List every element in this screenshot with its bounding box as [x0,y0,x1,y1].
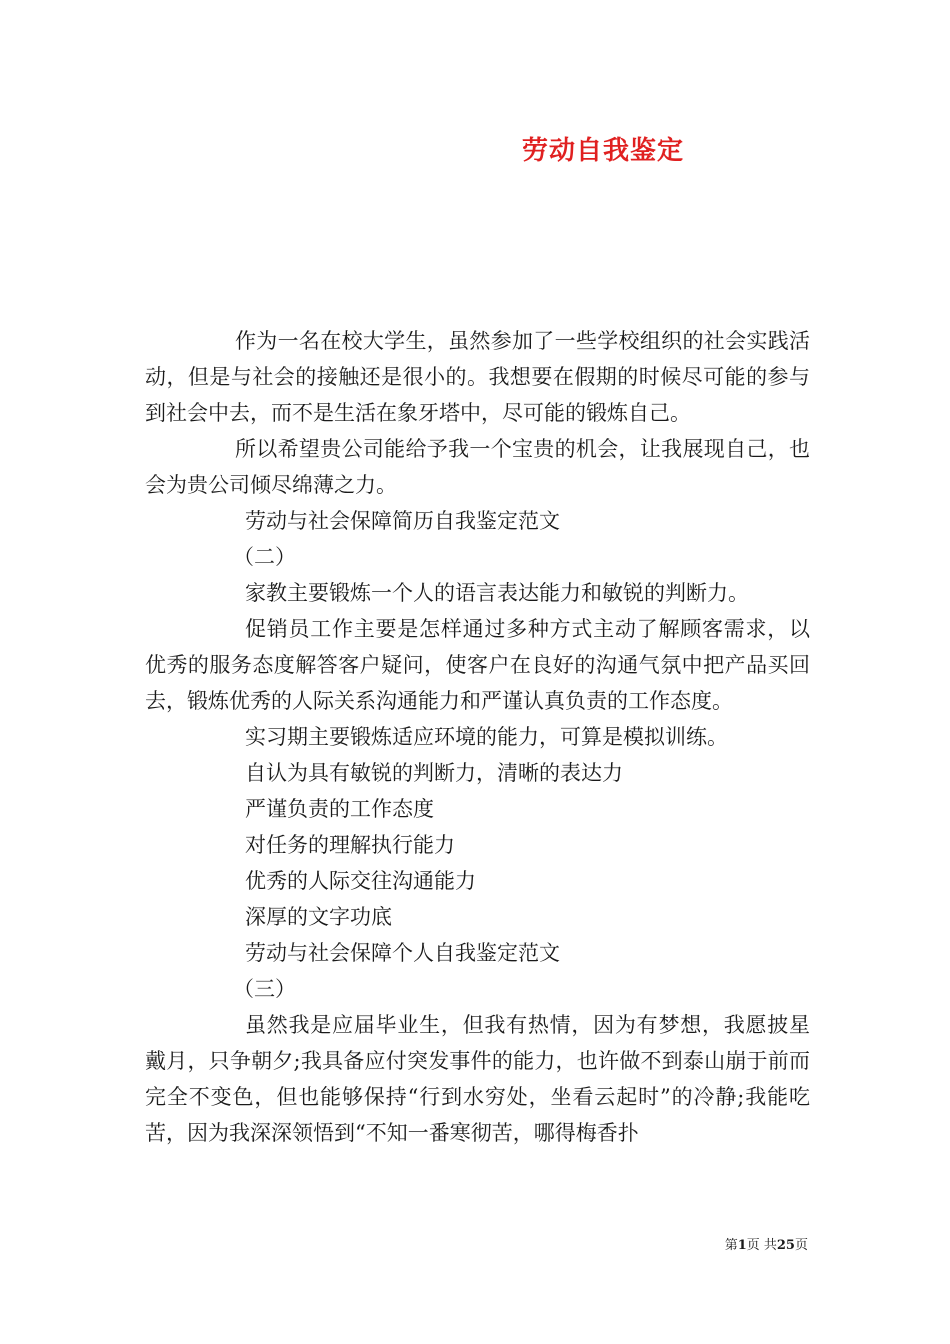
list-item: 对任务的理解执行能力 [245,833,455,857]
page-number-footer [725,1234,808,1253]
section-heading-3: 劳动与社会保障个人自我鉴定范文 [245,941,560,965]
paragraph-promoter: 促销员工作主要是怎样通过多种方式主动了解顾客需求，以优秀的服务态度解答客户疑问，使客户在良好的沟通气氛中把产品买回去，锻炼优秀的人际关系沟通能力和严谨认真负责的工作态度。 [145,617,810,713]
section-number-3: （三） [233,977,296,1001]
paragraph-graduate: 虽然我是应届毕业生，但我有热情，因为有梦想，我愿披星戴月，只争朝夕;我具备应付突发事件的能力，也许做不到泰山崩于前而完全不变色，但也能够保持“行到水穷处，坐看云起时”的冷静;我能吃苦，因为我深深领悟到“不知一番寒彻苦，哪得梅香扑 [145,1013,810,1145]
paragraph-internship: 实习期主要锻炼适应环境的能力，可算是模拟训练。 [245,725,728,749]
paragraph-intro: 作为一名在校大学生，虽然参加了一些学校组织的社会实践活动，但是与社会的接触还是很小的。我想要在假期的时候尽可能的参与到社会中去，而不是生活在象牙塔中，尽可能的锻炼自己。 [145,329,810,425]
document-title: 劳动自我鉴定 [521,136,684,166]
paragraph-request: 所以希望贵公司能给予我一个宝贵的机会，让我展现自己，也会为贵公司倾尽绵薄之力。 [145,437,810,497]
footer-suffix: 页 [794,1238,808,1253]
footer-total-pages: 25 [776,1238,795,1253]
section-heading-2: 劳动与社会保障简历自我鉴定范文 [245,509,560,533]
list-item: 优秀的人际交往沟通能力 [245,869,476,893]
section-number-2: （二） [233,545,296,569]
document-body [145,323,810,1151]
footer-prefix: 第 [724,1238,738,1253]
list-item: 严谨负责的工作态度 [245,797,434,821]
footer-middle: 页 共 [746,1238,777,1253]
footer-current-page: 1 [737,1238,747,1253]
list-item: 自认为具有敏锐的判断力，清晰的表达力 [245,761,623,785]
list-item: 深厚的文字功底 [245,905,392,929]
paragraph-tutor: 家教主要锻炼一个人的语言表达能力和敏锐的判断力。 [245,581,749,605]
